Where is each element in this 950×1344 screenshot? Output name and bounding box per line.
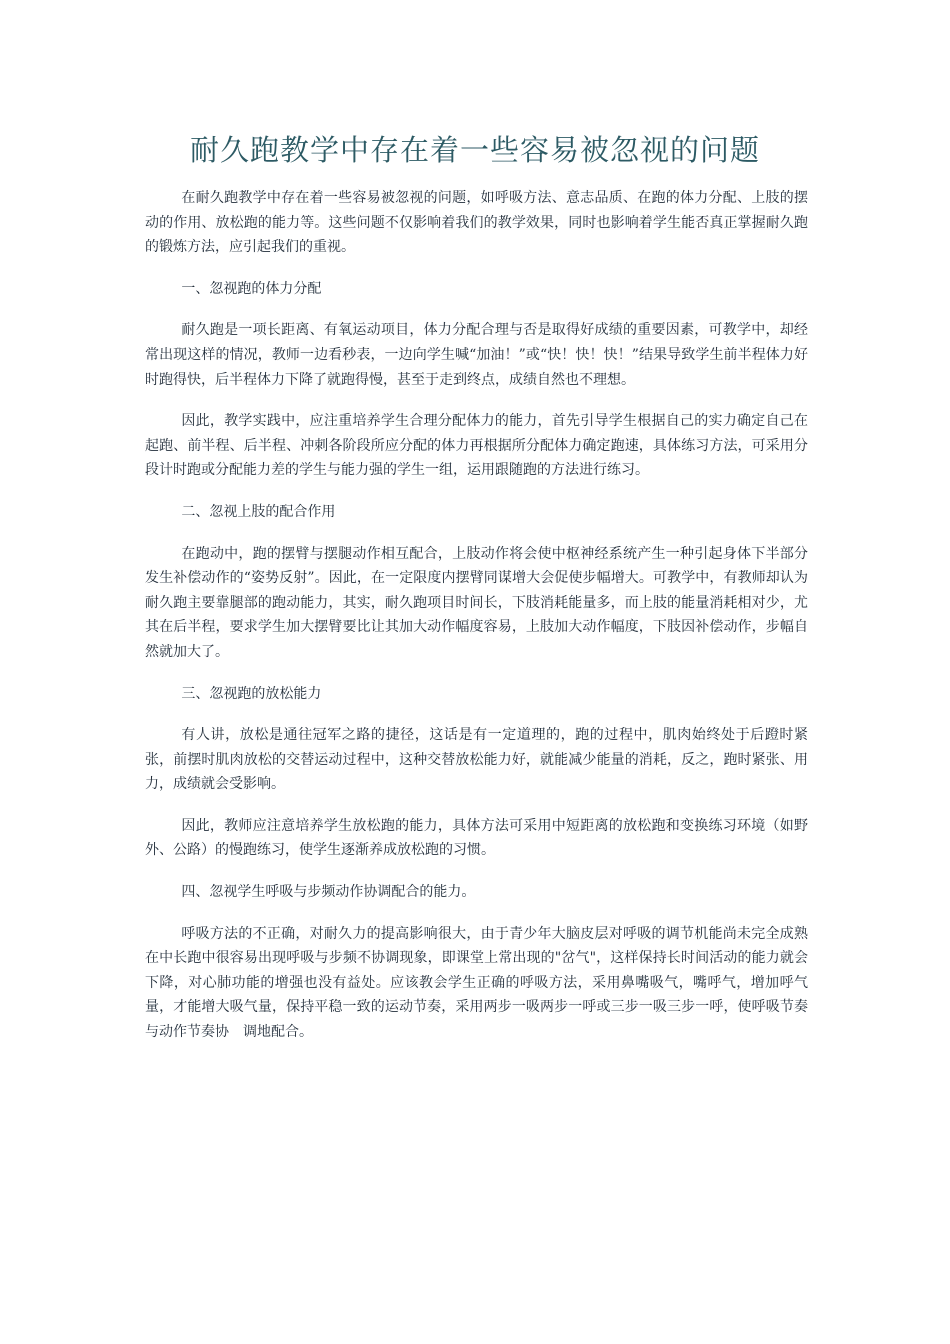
section-heading-3: 三、忽视跑的放松能力 <box>181 685 322 702</box>
section-heading-2: 二、忽视上肢的配合作用 <box>181 503 336 520</box>
section-3-paragraph-2: 因此，教师应注意培养学生放松跑的能力，具体方法可采用中短距离的放松跑和变换练习环境（如野外、公路）的慢跑练习，使学生逐渐养成放松跑的习惯。 <box>145 817 808 859</box>
section-3-paragraph-1: 有人讲，放松是通往冠军之路的捷径，这话是有一定道理的，跑的过程中，肌肉始终处于后蹬时紧张，前摆时肌肉放松的交替运动过程中，这种交替放松能力好，就能减少能量的消耗，反之，跑时紧张、用力，成绩就会受影响。 <box>145 727 808 793</box>
section-2-paragraph-1: 在跑动中，跑的摆臂与摆腿动作相互配合，上肢动作将会使中枢神经系统产生一种引起身体下半部分发生补偿动作的“姿势反射”。因此，在一定限度内摆臂同谋增大会促使步幅增大。可教学中，有教师却认为耐久跑主要靠腿部的跑动能力，其实，耐久跑项目时间长，下肢消耗能量多，而上肢的能量消耗相对少，尤其在后半程，要求学生加大摆臂要比让其加大动作幅度容易，上肢加大动作幅度，下肢因补偿动作，步幅自然就加大了。 <box>145 545 808 660</box>
section-1-paragraph-1: 耐久跑是一项长距离、有氧运动项目，体力分配合理与否是取得好成绩的重要因素，可教学中，却经常出现这样的情况，教师一边看秒表，一边向学生喊“加油！”或“快！快！快！”结果导致学生前半程体力好时跑得快，后半程体力下降了就跑得慢，甚至于走到终点，成绩自然也不理想。 <box>145 322 808 388</box>
document-body <box>145 186 808 1062</box>
document-title: 耐久跑教学中存在着一些容易被忽视的问题 <box>189 133 760 167</box>
section-heading-4: 四、忽视学生呼吸与步频动作协调配合的能力。 <box>181 884 476 901</box>
section-heading-1: 一、忽视跑的体力分配 <box>181 280 322 297</box>
section-1-paragraph-2: 因此，教学实践中，应注重培养学生合理分配体力的能力，首先引导学生根据自己的实力确定自己在起跑、前半程、后半程、冲刺各阶段所应分配的体力再根据所分配体力确定跑速，具体练习方法，可采用分段计时跑或分配能力差的学生与能力强的学生一组，运用跟随跑的方法进行练习。 <box>145 413 808 479</box>
intro-paragraph: 在耐久跑教学中存在着一些容易被忽视的问题，如呼吸方法、意志品质、在跑的体力分配、上肢的摆动的作用、放松跑的能力等。这些问题不仅影响着我们的教学效果，同时也影响着学生能否真正掌握耐久跑的锻炼方法，应引起我们的重视。 <box>145 190 808 256</box>
section-4-paragraph-1: 呼吸方法的不正确，对耐久力的提高影响很大，由于青少年大脑皮层对呼吸的调节机能尚未完全成熟在中长跑中很容易出现呼吸与步频不协调现象，即课堂上常出现的"岔气"，这样保持长时间活动的能力就会下降，对心肺功能的增强也没有益处。应该教会学生正确的呼吸方法，采用鼻嘴吸气，嘴呼气，增加呼气量，才能增大吸气量，保持平稳一致的运动节奏，采用两步一吸两步一呼或三步一吸三步一呼，使呼吸节奏与动作节奏协 调地配合。 <box>145 925 808 1041</box>
